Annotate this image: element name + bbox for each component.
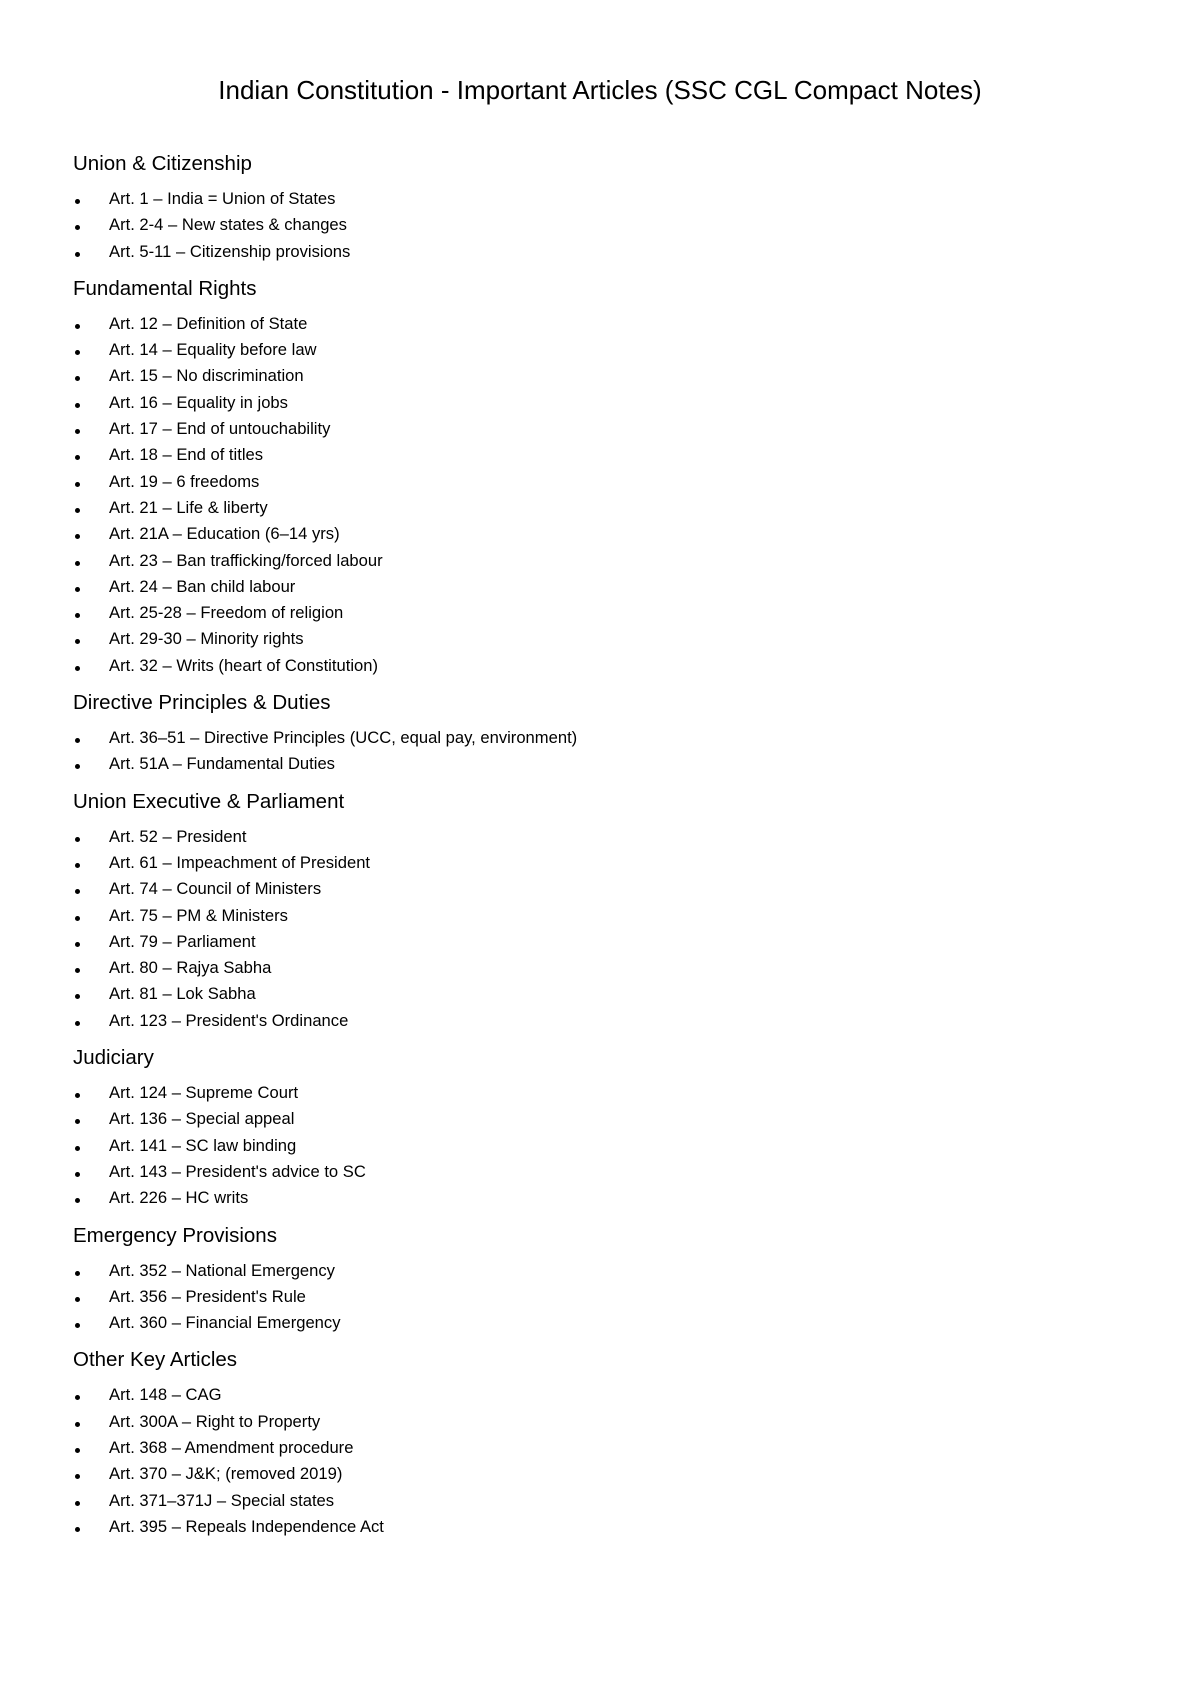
list-item-text: Art. 15 – No discrimination <box>109 366 304 386</box>
bullet-icon <box>75 1146 80 1151</box>
list-item <box>73 469 1133 495</box>
list-item-text: Art. 136 – Special appeal <box>109 1109 295 1129</box>
bullet-icon <box>75 863 80 868</box>
bullet-icon <box>75 764 80 769</box>
bullet-icon <box>75 1198 80 1203</box>
section-judiciary <box>73 1044 1133 1211</box>
list-item-text: Art. 21 – Life & liberty <box>109 497 268 517</box>
list-item-text: Art. 148 – CAG <box>109 1385 222 1405</box>
list-item <box>73 981 1133 1007</box>
list-item-text: Art. 12 – Definition of State <box>109 313 308 333</box>
list-item-text: Art. 23 – Ban trafficking/forced labour <box>109 550 383 570</box>
bullet-icon <box>75 968 80 973</box>
section-heading: Fundamental Rights <box>73 276 257 300</box>
list-item-text: Art. 21A – Education (6–14 yrs) <box>109 524 340 544</box>
bullet-icon <box>75 350 80 355</box>
list-item-text: Art. 52 – President <box>109 826 247 846</box>
bullet-icon <box>75 1021 80 1026</box>
list-item <box>73 1008 1133 1034</box>
list-item-text: Art. 2-4 – New states & changes <box>109 215 347 235</box>
list-item-text: Art. 18 – End of titles <box>109 445 264 465</box>
list-item <box>73 1133 1133 1159</box>
list-item <box>73 1310 1133 1336</box>
bullet-icon <box>75 639 80 644</box>
list-item-text: Art. 51A – Fundamental Duties <box>109 754 335 774</box>
list-item-text: Art. 75 – PM & Ministers <box>109 905 288 925</box>
list-item <box>73 1514 1133 1540</box>
section-other-key-articles <box>73 1346 1133 1540</box>
list-item <box>73 495 1133 521</box>
article-list <box>73 311 1133 679</box>
list-item <box>73 1185 1133 1211</box>
list-item <box>73 1106 1133 1132</box>
list-item <box>73 1435 1133 1461</box>
list-item <box>73 363 1133 389</box>
list-item-text: Art. 17 – End of untouchability <box>109 419 331 439</box>
bullet-icon <box>75 1501 80 1506</box>
list-item-text: Art. 352 – National Emergency <box>109 1260 335 1280</box>
bullet-icon <box>75 1422 80 1427</box>
article-list <box>73 1258 1133 1337</box>
article-list <box>73 186 1133 265</box>
list-item-text: Art. 14 – Equality before law <box>109 340 317 360</box>
bullet-icon <box>75 561 80 566</box>
list-item <box>73 751 1133 777</box>
list-item <box>73 212 1133 238</box>
list-item <box>73 390 1133 416</box>
list-item <box>73 626 1133 652</box>
list-item <box>73 416 1133 442</box>
section-heading: Directive Principles & Duties <box>73 691 331 715</box>
list-item-text: Art. 81 – Lok Sabha <box>109 984 256 1004</box>
article-list <box>73 824 1133 1034</box>
list-item <box>73 1409 1133 1435</box>
section-emergency-provisions <box>73 1222 1133 1337</box>
section-directive-principles <box>73 689 1133 778</box>
list-item <box>73 850 1133 876</box>
list-item-text: Art. 29-30 – Minority rights <box>109 629 304 649</box>
section-heading: Emergency Provisions <box>73 1223 277 1247</box>
bullet-icon <box>75 1093 80 1098</box>
list-item <box>73 186 1133 212</box>
list-item-text: Art. 368 – Amendment procedure <box>109 1437 354 1457</box>
bullet-icon <box>75 1323 80 1328</box>
bullet-icon <box>75 252 80 257</box>
list-item <box>73 653 1133 679</box>
list-item-text: Art. 371–371J – Special states <box>109 1490 335 1510</box>
list-item <box>73 929 1133 955</box>
section-heading: Union Executive & Parliament <box>73 789 345 813</box>
bullet-icon <box>75 429 80 434</box>
list-item-text: Art. 5-11 – Citizenship provisions <box>109 241 351 261</box>
bullet-icon <box>75 199 80 204</box>
list-item <box>73 574 1133 600</box>
list-item-text: Art. 141 – SC law binding <box>109 1135 297 1155</box>
bullet-icon <box>75 587 80 592</box>
bullet-icon <box>75 1172 80 1177</box>
list-item <box>73 824 1133 850</box>
section-union-executive <box>73 788 1133 1034</box>
bullet-icon <box>75 1474 80 1479</box>
list-item <box>73 1461 1133 1487</box>
bullet-icon <box>75 1527 80 1532</box>
section-fundamental-rights <box>73 275 1133 679</box>
bullet-icon <box>75 916 80 921</box>
list-item-text: Art. 80 – Rajya Sabha <box>109 958 272 978</box>
list-item-text: Art. 1 – India = Union of States <box>109 189 336 208</box>
list-item <box>73 1159 1133 1185</box>
list-item-text: Art. 25-28 – Freedom of religion <box>109 603 344 623</box>
list-item-text: Art. 24 – Ban child labour <box>109 576 296 596</box>
bullet-icon <box>75 1395 80 1400</box>
bullet-icon <box>75 508 80 513</box>
list-item-text: Art. 79 – Parliament <box>109 931 256 951</box>
list-item <box>73 876 1133 902</box>
list-item-text: Art. 300A – Right to Property <box>109 1411 321 1431</box>
bullet-icon <box>75 403 80 408</box>
list-item <box>73 1284 1133 1310</box>
bullet-icon <box>75 534 80 539</box>
list-item-text: Art. 32 – Writs (heart of Constitution) <box>109 655 378 675</box>
list-item <box>73 442 1133 468</box>
bullet-icon <box>75 613 80 618</box>
section-heading: Union & Citizenship <box>73 152 252 175</box>
list-item-text: Art. 124 – Supreme Court <box>109 1083 299 1103</box>
list-item-text: Art. 370 – J&K; (removed 2019) <box>109 1464 343 1484</box>
bullet-icon <box>75 1271 80 1276</box>
article-list <box>73 1382 1133 1540</box>
bullet-icon <box>75 225 80 230</box>
bullet-icon <box>75 738 80 743</box>
bullet-icon <box>75 455 80 460</box>
section-heading: Judiciary <box>73 1046 154 1070</box>
list-item-text: Art. 356 – President's Rule <box>109 1286 306 1306</box>
section-union-citizenship <box>73 150 1133 265</box>
list-item-text: Art. 36–51 – Directive Principles (UCC, equal pay, environment) <box>109 728 578 748</box>
article-list <box>73 725 1133 778</box>
bullet-icon <box>75 1297 80 1302</box>
bullet-icon <box>75 889 80 894</box>
bullet-icon <box>75 324 80 329</box>
list-item-text: Art. 395 – Repeals Independence Act <box>109 1516 384 1536</box>
list-item <box>73 239 1133 265</box>
list-item-text: Art. 226 – HC writs <box>109 1188 249 1208</box>
section-heading: Other Key Articles <box>73 1348 238 1372</box>
bullet-icon <box>75 942 80 947</box>
list-item <box>73 1488 1133 1514</box>
bullet-icon <box>75 994 80 999</box>
bullet-icon <box>75 376 80 381</box>
list-item <box>73 1080 1133 1106</box>
bullet-icon <box>75 1119 80 1124</box>
list-item <box>73 600 1133 626</box>
page-title: Indian Constitution - Important Articles (SSC CGL Compact Notes) <box>218 75 982 105</box>
list-item <box>73 337 1133 363</box>
list-item-text: Art. 19 – 6 freedoms <box>109 471 260 491</box>
document-body <box>73 150 1133 1540</box>
bullet-icon <box>75 482 80 487</box>
list-item <box>73 521 1133 547</box>
list-item-text: Art. 143 – President's advice to SC <box>109 1161 366 1181</box>
list-item-text: Art. 74 – Council of Ministers <box>109 879 322 899</box>
list-item-text: Art. 360 – Financial Emergency <box>109 1313 341 1333</box>
article-list <box>73 1080 1133 1211</box>
list-item <box>73 1258 1133 1284</box>
bullet-icon <box>75 837 80 842</box>
list-item-text: Art. 16 – Equality in jobs <box>109 392 288 412</box>
list-item <box>73 311 1133 337</box>
list-item-text: Art. 61 – Impeachment of President <box>109 852 371 872</box>
list-item <box>73 725 1133 751</box>
bullet-icon <box>75 1448 80 1453</box>
list-item <box>73 903 1133 929</box>
list-item-text: Art. 123 – President's Ordinance <box>109 1010 349 1030</box>
list-item <box>73 548 1133 574</box>
list-item <box>73 955 1133 981</box>
bullet-icon <box>75 666 80 671</box>
list-item <box>73 1382 1133 1408</box>
